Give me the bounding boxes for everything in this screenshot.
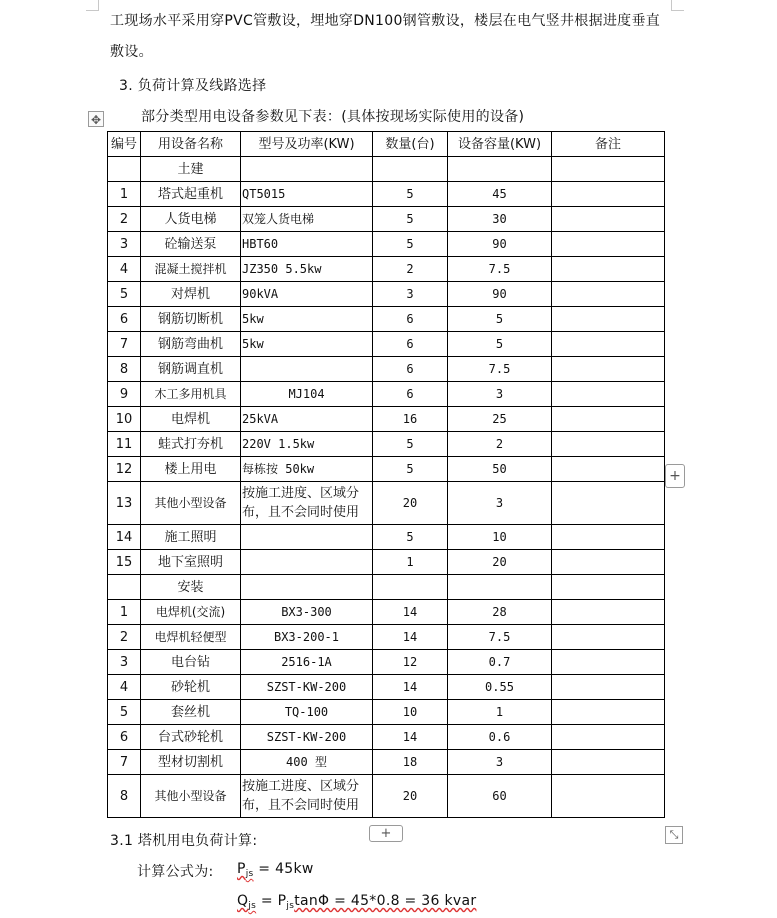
quantity-cell[interactable]: 5 [373,432,448,457]
device-name-cell[interactable]: 人货电梯 [141,207,241,232]
model-power-cell[interactable]: 5kw [241,307,373,332]
quantity-cell[interactable]: 6 [373,332,448,357]
note-cell[interactable] [552,482,665,525]
table-cell[interactable] [552,157,665,182]
capacity-cell[interactable]: 0.7 [448,650,552,675]
row-number-cell[interactable]: 2 [108,625,141,650]
table-row [108,550,665,575]
model-power-cell[interactable] [241,357,373,382]
row-number-cell[interactable]: 12 [108,457,141,482]
note-cell[interactable] [552,432,665,457]
capacity-cell[interactable]: 10 [448,525,552,550]
capacity-cell[interactable]: 60 [448,775,552,818]
quantity-cell[interactable]: 5 [373,525,448,550]
section-row-install [108,575,665,600]
capacity-cell[interactable]: 3 [448,382,552,407]
header-cell[interactable]: 备注 [552,132,665,157]
row-number-cell[interactable]: 7 [108,332,141,357]
section-label[interactable]: 安装 [141,575,241,600]
table-row [108,750,665,775]
row-number-cell[interactable]: 10 [108,407,141,432]
body-text-line: 工现场水平采用穿PVC管敷设，埋地穿DN100钢管敷设，楼层在电气竖井根据进度垂直 [110,13,661,29]
note-cell[interactable] [552,182,665,207]
note-cell[interactable] [552,600,665,625]
model-power-cell[interactable]: TQ-100 [241,700,373,725]
table-row [108,282,665,307]
model-power-cell[interactable]: BX3-300 [241,600,373,625]
quantity-cell[interactable]: 14 [373,600,448,625]
note-cell[interactable] [552,207,665,232]
device-name-cell[interactable]: 电台钻 [141,650,241,675]
model-power-cell[interactable]: HBT60 [241,232,373,257]
capacity-cell[interactable]: 7.5 [448,625,552,650]
table-row [108,775,665,818]
model-power-cell[interactable]: 双笼人货电梯 [241,207,373,232]
quantity-cell[interactable]: 3 [373,282,448,307]
device-name-cell[interactable]: 钢筋切断机 [141,307,241,332]
quantity-cell[interactable]: 5 [373,232,448,257]
section-heading: 3. 负荷计算及线路选择 [119,78,267,94]
table-cell[interactable] [108,575,141,600]
device-name-cell[interactable]: 钢筋弯曲机 [141,332,241,357]
row-number-cell[interactable]: 9 [108,382,141,407]
table-row [108,725,665,750]
add-column-button[interactable]: + [665,464,685,488]
note-cell[interactable] [552,550,665,575]
formula-subscript: js [286,901,295,911]
table-cell[interactable] [373,575,448,600]
table-row [108,332,665,357]
table-cell[interactable] [448,157,552,182]
capacity-cell[interactable]: 28 [448,600,552,625]
capacity-cell[interactable]: 0.6 [448,725,552,750]
quantity-cell[interactable]: 6 [373,307,448,332]
quantity-cell[interactable]: 18 [373,750,448,775]
note-cell[interactable] [552,357,665,382]
quantity-cell[interactable]: 12 [373,650,448,675]
table-cell[interactable] [552,575,665,600]
quantity-cell[interactable]: 14 [373,725,448,750]
row-number-cell[interactable]: 4 [108,675,141,700]
table-row [108,382,665,407]
device-name-cell[interactable]: 电焊机轻便型 [141,625,241,650]
device-name-cell[interactable]: 型材切割机 [141,750,241,775]
note-cell[interactable] [552,725,665,750]
table-row [108,650,665,675]
header-cell[interactable]: 用设备名称 [141,132,241,157]
row-number-cell[interactable]: 7 [108,750,141,775]
table-intro-text: 部分类型用电设备参数见下表：(具体按现场实际使用的设备) [141,109,525,125]
table-row [108,232,665,257]
quantity-cell[interactable]: 6 [373,357,448,382]
model-power-cell[interactable]: SZST-KW-200 [241,725,373,750]
quantity-cell[interactable]: 16 [373,407,448,432]
capacity-cell[interactable]: 2 [448,432,552,457]
capacity-cell[interactable]: 0.55 [448,675,552,700]
model-power-cell[interactable]: MJ104 [241,382,373,407]
table-row [108,257,665,282]
table-cell[interactable] [108,157,141,182]
model-power-cell[interactable]: JZ350 5.5kw [241,257,373,282]
header-cell[interactable]: 设备容量(KW) [448,132,552,157]
row-number-cell[interactable]: 3 [108,232,141,257]
table-row [108,457,665,482]
device-name-cell[interactable]: 蛙式打夯机 [141,432,241,457]
note-cell[interactable] [552,232,665,257]
table-row [108,482,665,525]
device-name-cell[interactable]: 木工多用机具 [141,382,241,407]
capacity-cell[interactable]: 5 [448,307,552,332]
row-number-cell[interactable]: 11 [108,432,141,457]
note-cell[interactable] [552,675,665,700]
quantity-cell[interactable]: 14 [373,625,448,650]
header-cell[interactable]: 数量(台) [373,132,448,157]
quantity-cell[interactable]: 14 [373,675,448,700]
model-power-cell[interactable]: 2516-1A [241,650,373,675]
device-name-cell[interactable]: 砂轮机 [141,675,241,700]
formula-text: tanΦ = 45*0.8 = 36 kvar [294,893,477,909]
formula-var: Q [237,893,249,909]
model-power-cell[interactable]: 25kVA [241,407,373,432]
table-row [108,307,665,332]
table-row [108,700,665,725]
section-heading: 3.1 塔机用电负荷计算: [110,833,258,849]
model-power-cell[interactable]: 5kw [241,332,373,357]
capacity-cell[interactable]: 1 [448,700,552,725]
formula-text: = 45kw [253,861,314,877]
device-name-cell[interactable]: 对焊机 [141,282,241,307]
formula-var: P [237,861,246,877]
model-power-cell[interactable]: 按施工进度、区域分布，且不会同时使用 [241,775,373,818]
quantity-cell[interactable]: 5 [373,182,448,207]
formula-subscript: js [248,901,257,911]
row-number-cell[interactable]: 8 [108,357,141,382]
capacity-cell[interactable]: 45 [448,182,552,207]
note-cell[interactable] [552,257,665,282]
device-name-cell[interactable]: 塔式起重机 [141,182,241,207]
note-cell[interactable] [552,382,665,407]
row-number-cell[interactable]: 15 [108,550,141,575]
capacity-cell[interactable]: 5 [448,332,552,357]
page-corner-mark [671,0,684,11]
capacity-cell[interactable]: 3 [448,482,552,525]
table-row [108,432,665,457]
device-name-cell[interactable]: 电焊机(交流) [141,600,241,625]
capacity-cell[interactable]: 90 [448,232,552,257]
header-cell[interactable]: 编号 [108,132,141,157]
model-power-cell[interactable]: BX3-200-1 [241,625,373,650]
model-power-cell[interactable]: SZST-KW-200 [241,675,373,700]
capacity-cell[interactable]: 30 [448,207,552,232]
model-power-cell[interactable]: 220V 1.5kw [241,432,373,457]
model-power-cell[interactable] [241,550,373,575]
note-cell[interactable] [552,332,665,357]
row-number-cell[interactable]: 3 [108,650,141,675]
quantity-cell[interactable]: 10 [373,700,448,725]
capacity-cell[interactable]: 25 [448,407,552,432]
table-row [108,525,665,550]
device-name-cell[interactable]: 施工照明 [141,525,241,550]
note-cell[interactable] [552,650,665,675]
section-label[interactable]: 土建 [141,157,241,182]
row-number-cell[interactable]: 6 [108,307,141,332]
model-power-cell[interactable] [241,525,373,550]
note-cell[interactable] [552,700,665,725]
table-row [108,182,665,207]
model-power-cell[interactable]: 400 型 [241,750,373,775]
model-power-cell[interactable]: 按施工进度、区域分布，且不会同时使用 [241,482,373,525]
row-number-cell[interactable]: 14 [108,525,141,550]
device-name-cell[interactable]: 电焊机 [141,407,241,432]
table-cell[interactable] [241,575,373,600]
capacity-cell[interactable]: 20 [448,550,552,575]
capacity-cell[interactable]: 7.5 [448,357,552,382]
device-name-cell[interactable]: 台式砂轮机 [141,725,241,750]
quantity-cell[interactable]: 5 [373,207,448,232]
table-row [108,207,665,232]
formula-text: = P [256,893,287,909]
model-power-cell[interactable]: 每栋按 50kw [241,457,373,482]
quantity-cell[interactable]: 5 [373,457,448,482]
note-cell[interactable] [552,525,665,550]
table-cell[interactable] [373,157,448,182]
device-name-cell[interactable]: 钢筋调直机 [141,357,241,382]
device-name-cell[interactable]: 地下室照明 [141,550,241,575]
row-number-cell[interactable]: 5 [108,282,141,307]
row-number-cell[interactable]: 13 [108,482,141,525]
row-number-cell[interactable]: 4 [108,257,141,282]
quantity-cell[interactable]: 2 [373,257,448,282]
note-cell[interactable] [552,282,665,307]
note-cell[interactable] [552,307,665,332]
table-row [108,600,665,625]
table-cell[interactable] [448,575,552,600]
device-name-cell[interactable]: 砼输送泵 [141,232,241,257]
table-row [108,625,665,650]
body-text-line: 敷设。 [110,44,153,60]
note-cell[interactable] [552,775,665,818]
capacity-cell[interactable]: 7.5 [448,257,552,282]
row-number-cell[interactable]: 2 [108,207,141,232]
formula-p [237,861,314,879]
table-row [108,407,665,432]
row-number-cell[interactable]: 5 [108,700,141,725]
device-name-cell[interactable]: 楼上用电 [141,457,241,482]
capacity-cell[interactable]: 50 [448,457,552,482]
note-cell[interactable] [552,750,665,775]
note-cell[interactable] [552,457,665,482]
table-move-handle-icon[interactable]: ✥ [88,111,104,127]
device-name-cell[interactable]: 套丝机 [141,700,241,725]
table-row [108,357,665,382]
page-corner-mark [86,0,99,11]
note-cell[interactable] [552,407,665,432]
formula-label: 计算公式为: [137,864,214,880]
table-resize-handle-icon[interactable]: ⤡ [665,826,683,844]
row-number-cell[interactable]: 8 [108,775,141,818]
table-header-row [108,132,665,157]
quantity-cell[interactable]: 6 [373,382,448,407]
note-cell[interactable] [552,625,665,650]
row-number-cell[interactable]: 1 [108,182,141,207]
formula-subscript: js [245,869,254,879]
device-name-cell[interactable]: 其他小型设备 [141,775,241,818]
model-power-cell[interactable]: QT5015 [241,182,373,207]
quantity-cell[interactable]: 20 [373,482,448,525]
model-power-cell[interactable]: 90kVA [241,282,373,307]
quantity-cell[interactable]: 1 [373,550,448,575]
table-row [108,675,665,700]
header-cell[interactable]: 型号及功率(KW) [241,132,373,157]
table-cell[interactable] [241,157,373,182]
device-name-cell[interactable]: 其他小型设备 [141,482,241,525]
row-number-cell[interactable]: 6 [108,725,141,750]
quantity-cell[interactable]: 20 [373,775,448,818]
row-number-cell[interactable]: 1 [108,600,141,625]
add-row-button[interactable]: + [369,825,403,842]
formula-q [237,893,476,911]
equipment-table [107,131,665,818]
capacity-cell[interactable]: 3 [448,750,552,775]
device-name-cell[interactable]: 混凝土搅拌机 [141,257,241,282]
section-row-civil [108,157,665,182]
capacity-cell[interactable]: 90 [448,282,552,307]
